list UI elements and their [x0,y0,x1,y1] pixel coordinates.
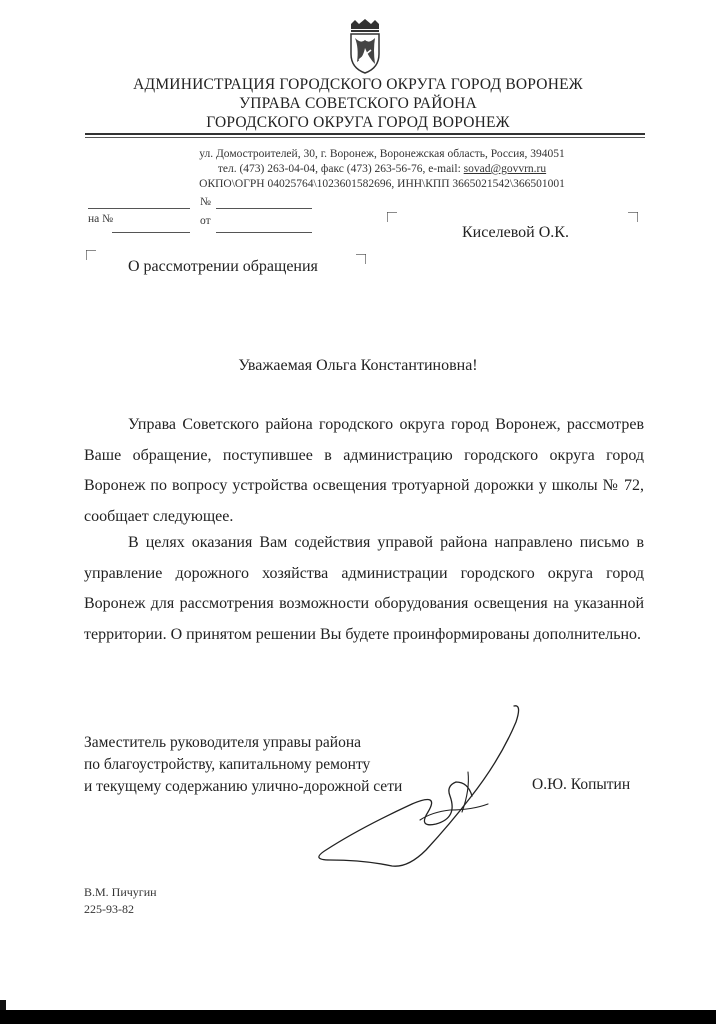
handwritten-signature [300,700,540,875]
email-link[interactable]: sovad@govvrn.ru [463,163,547,175]
recipient-corner-left [387,212,397,222]
address: ул. Домостроителей, 30, г. Воронеж, Воронежская область, Россия, 394051 [199,148,565,160]
scan-edge-bottom [0,1010,716,1024]
ref-label: на № [88,213,114,225]
phone-email-line [172,163,592,175]
subject-corner-right [356,254,366,264]
signatory-title-line2: по благоустройству, капитальному ремонту [84,756,371,773]
signatory-title-line1: Заместитель руководителя управы района [84,734,362,751]
org-codes: ОКПО\ОГРН 04025764\1023601582696, ИНН\КПП 3665021542\366501001 [199,178,565,190]
number-label: № [200,196,211,208]
body-paragraph-1: Управа Советского района городского округа город Воронеж, рассмотрев Ваше обращение, поступившее в администрацию городского округа город Воронеж по вопросу устройства освещения тротуарной дорожки у школы № 72, сообщает следующее. [84,416,644,525]
number-line [216,208,312,209]
body-paragraph-2: В целях оказания Вам содействия управой района направлено письмо в управление дорожного хозяйства администрации городского округа город Воронеж для рассмотрения возможности оборудования освещения на указанной территории. О принятом решении Вы будете проинформированы дополнительно. [84,534,644,643]
org-name-line2: УПРАВА СОВЕТСКОГО РАЙОНА [239,95,477,112]
ref-number-line [112,232,190,233]
executor-info [84,884,157,918]
org-name-line3: ГОРОДСКОГО ОКРУГА ГОРОД ВОРОНЕЖ [206,114,510,131]
signatory-name: О.Ю. Копытин [532,776,631,793]
recipient-name: Киселевой О.К. [462,224,569,241]
executor-phone: 225-93-82 [84,902,134,916]
phone-fax: тел. (473) 263-04-04, факс (473) 263-56-76, e-mail: [217,163,464,175]
executor-name: В.М. Пичугин [84,885,157,899]
date-line [88,208,190,209]
org-name-line1: АДМИНИСТРАЦИЯ ГОРОДСКОГО ОКРУГА ГОРОД ВОРОНЕЖ [133,76,583,93]
signatory-title-line3: и текущему содержанию улично-дорожной сети [84,778,403,795]
recipient-corner-right [628,212,638,222]
subject-corner-left [86,250,96,260]
header-rule-thin [85,137,645,138]
subject-line: О рассмотрении обращения [128,258,318,275]
greeting: Уважаемая Ольга Константиновна! [238,357,478,374]
header-rule-thick [85,133,645,135]
coat-of-arms-icon [345,18,385,74]
ref-date-line [216,232,312,233]
from-label: от [200,215,211,227]
